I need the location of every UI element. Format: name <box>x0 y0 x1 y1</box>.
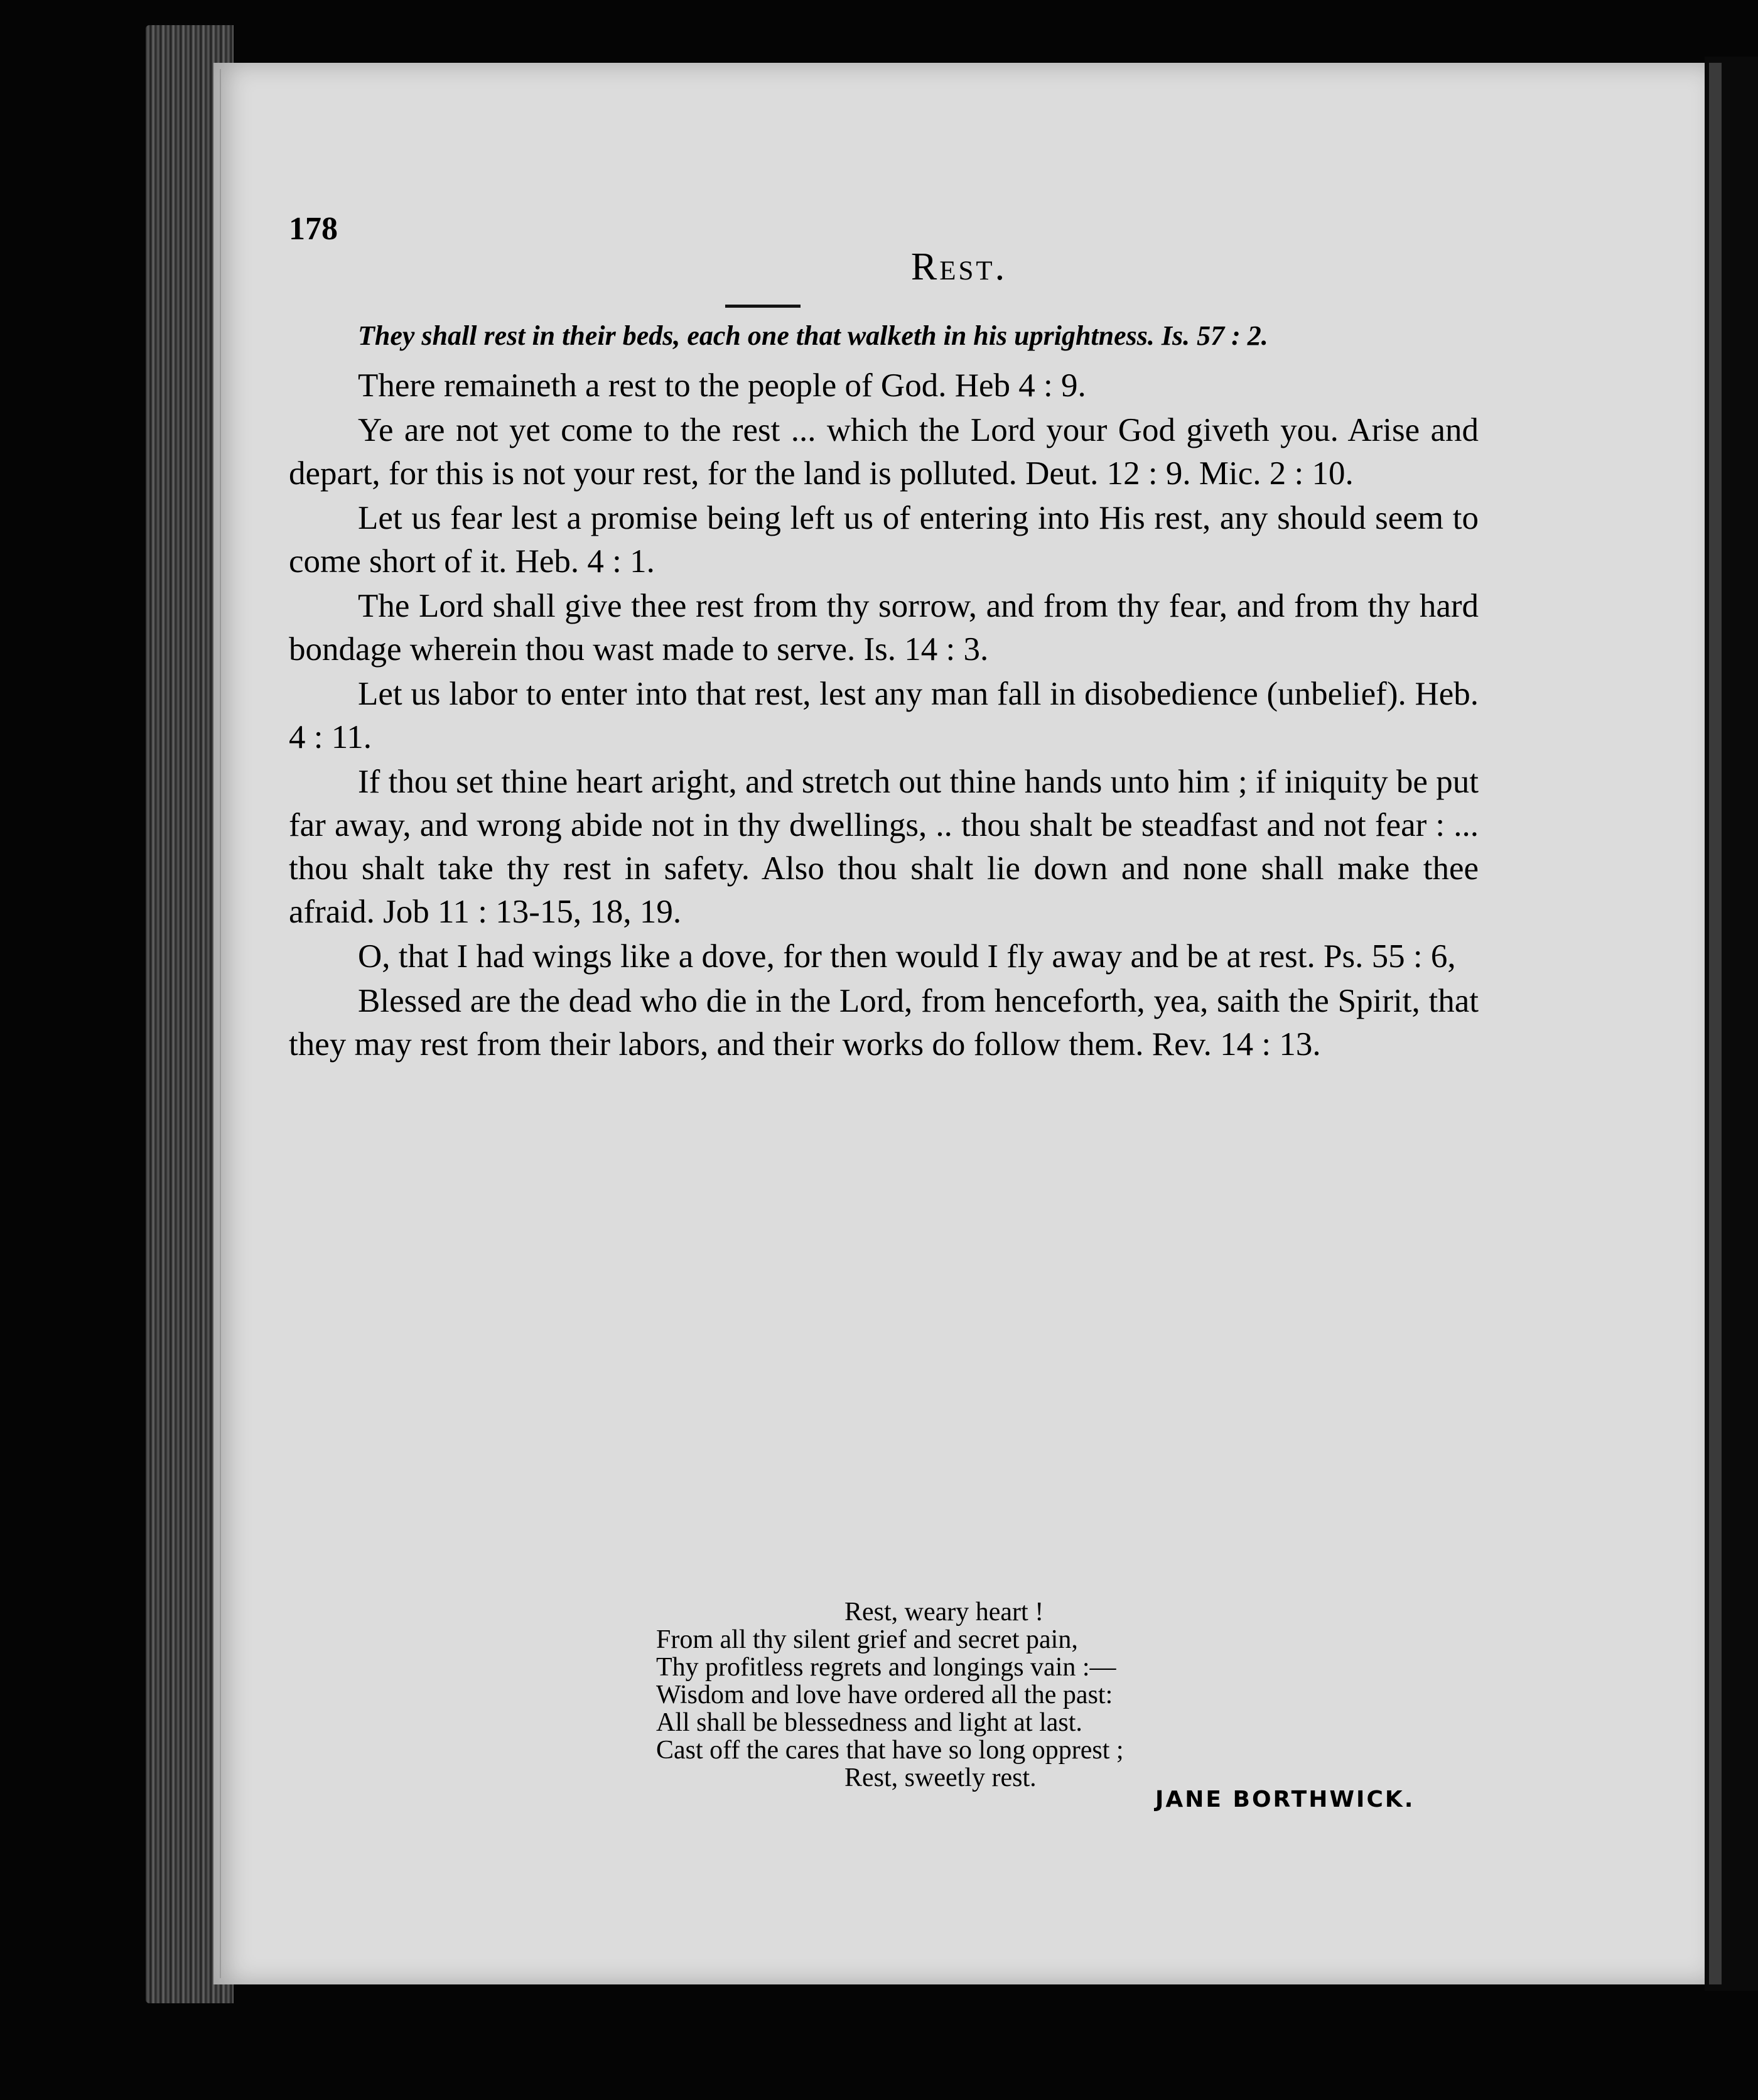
poem-line: Wisdom and love have ordered all the past: <box>656 1681 1113 1709</box>
poem-line: From all thy silent grief and secret pain, <box>656 1625 1078 1654</box>
poem-attribution: JANE BORTHWICK. <box>1155 1787 1415 1812</box>
poem-line: Rest, sweetly rest. <box>844 1763 1037 1792</box>
title-rule <box>725 305 801 308</box>
poem-line: Rest, weary heart ! <box>844 1598 1044 1626</box>
page-title: Rest. <box>910 246 1008 288</box>
paragraph: Ye are not yet come to the rest ... which the Lord your God giveth you. Arise and depart, for this is not your rest, for the land is polluted. Deut. 12 : 9. Mic. 2 : 10. <box>289 412 1479 492</box>
poem <box>656 1598 1347 1792</box>
paragraph: Blessed are the dead who die in the Lord, from henceforth, yea, saith the Spirit, that they may rest from their labors, and their works do follow them. Rev. 14 : 13. <box>289 983 1479 1063</box>
paragraph: Let us labor to enter into that rest, lest any man fall in disobedience (unbelief). Heb. 4 : 11. <box>289 676 1479 755</box>
page-number: 178 <box>289 211 338 247</box>
poem-line: All shall be blessedness and light at last. <box>656 1708 1082 1737</box>
paragraph: The Lord shall give thee rest from thy sorrow, and from thy fear, and from thy hard bondage wherein thou wast made to serve. Is. 14 : 3. <box>289 588 1479 668</box>
poem-line: Thy profitless regrets and longings vain :— <box>656 1653 1116 1682</box>
text-body <box>289 314 1479 1068</box>
poem-line: Cast off the cares that have so long opprest ; <box>656 1736 1124 1765</box>
paragraph: Let us fear lest a promise being left us of entering into His rest, any should seem to come short of it. Heb. 4 : 1. <box>289 500 1479 580</box>
epigraph: They shall rest in their beds, each one that walketh in his uprightness. Is. 57 : 2. <box>358 320 1268 351</box>
facing-page-edge <box>1709 63 1722 1984</box>
paragraph: If thou set thine heart aright, and stretch out thine hands unto him ; if iniquity be put far away, and wrong abide not in thy dwellings, .. thou shalt be steadfast and not fear : ... thou shalt take thy rest in safety. Also thou shalt lie down and none shall make thee afraid. Job 11 : 13-15, 18, 19. <box>289 764 1479 930</box>
paragraph: There remaineth a rest to the people of God. Heb 4 : 9. <box>358 367 1086 404</box>
page-border-line <box>220 69 221 1978</box>
paragraph: O, that I had wings like a dove, for then would I fly away and be at rest. Ps. 55 : 6, <box>358 938 1456 975</box>
